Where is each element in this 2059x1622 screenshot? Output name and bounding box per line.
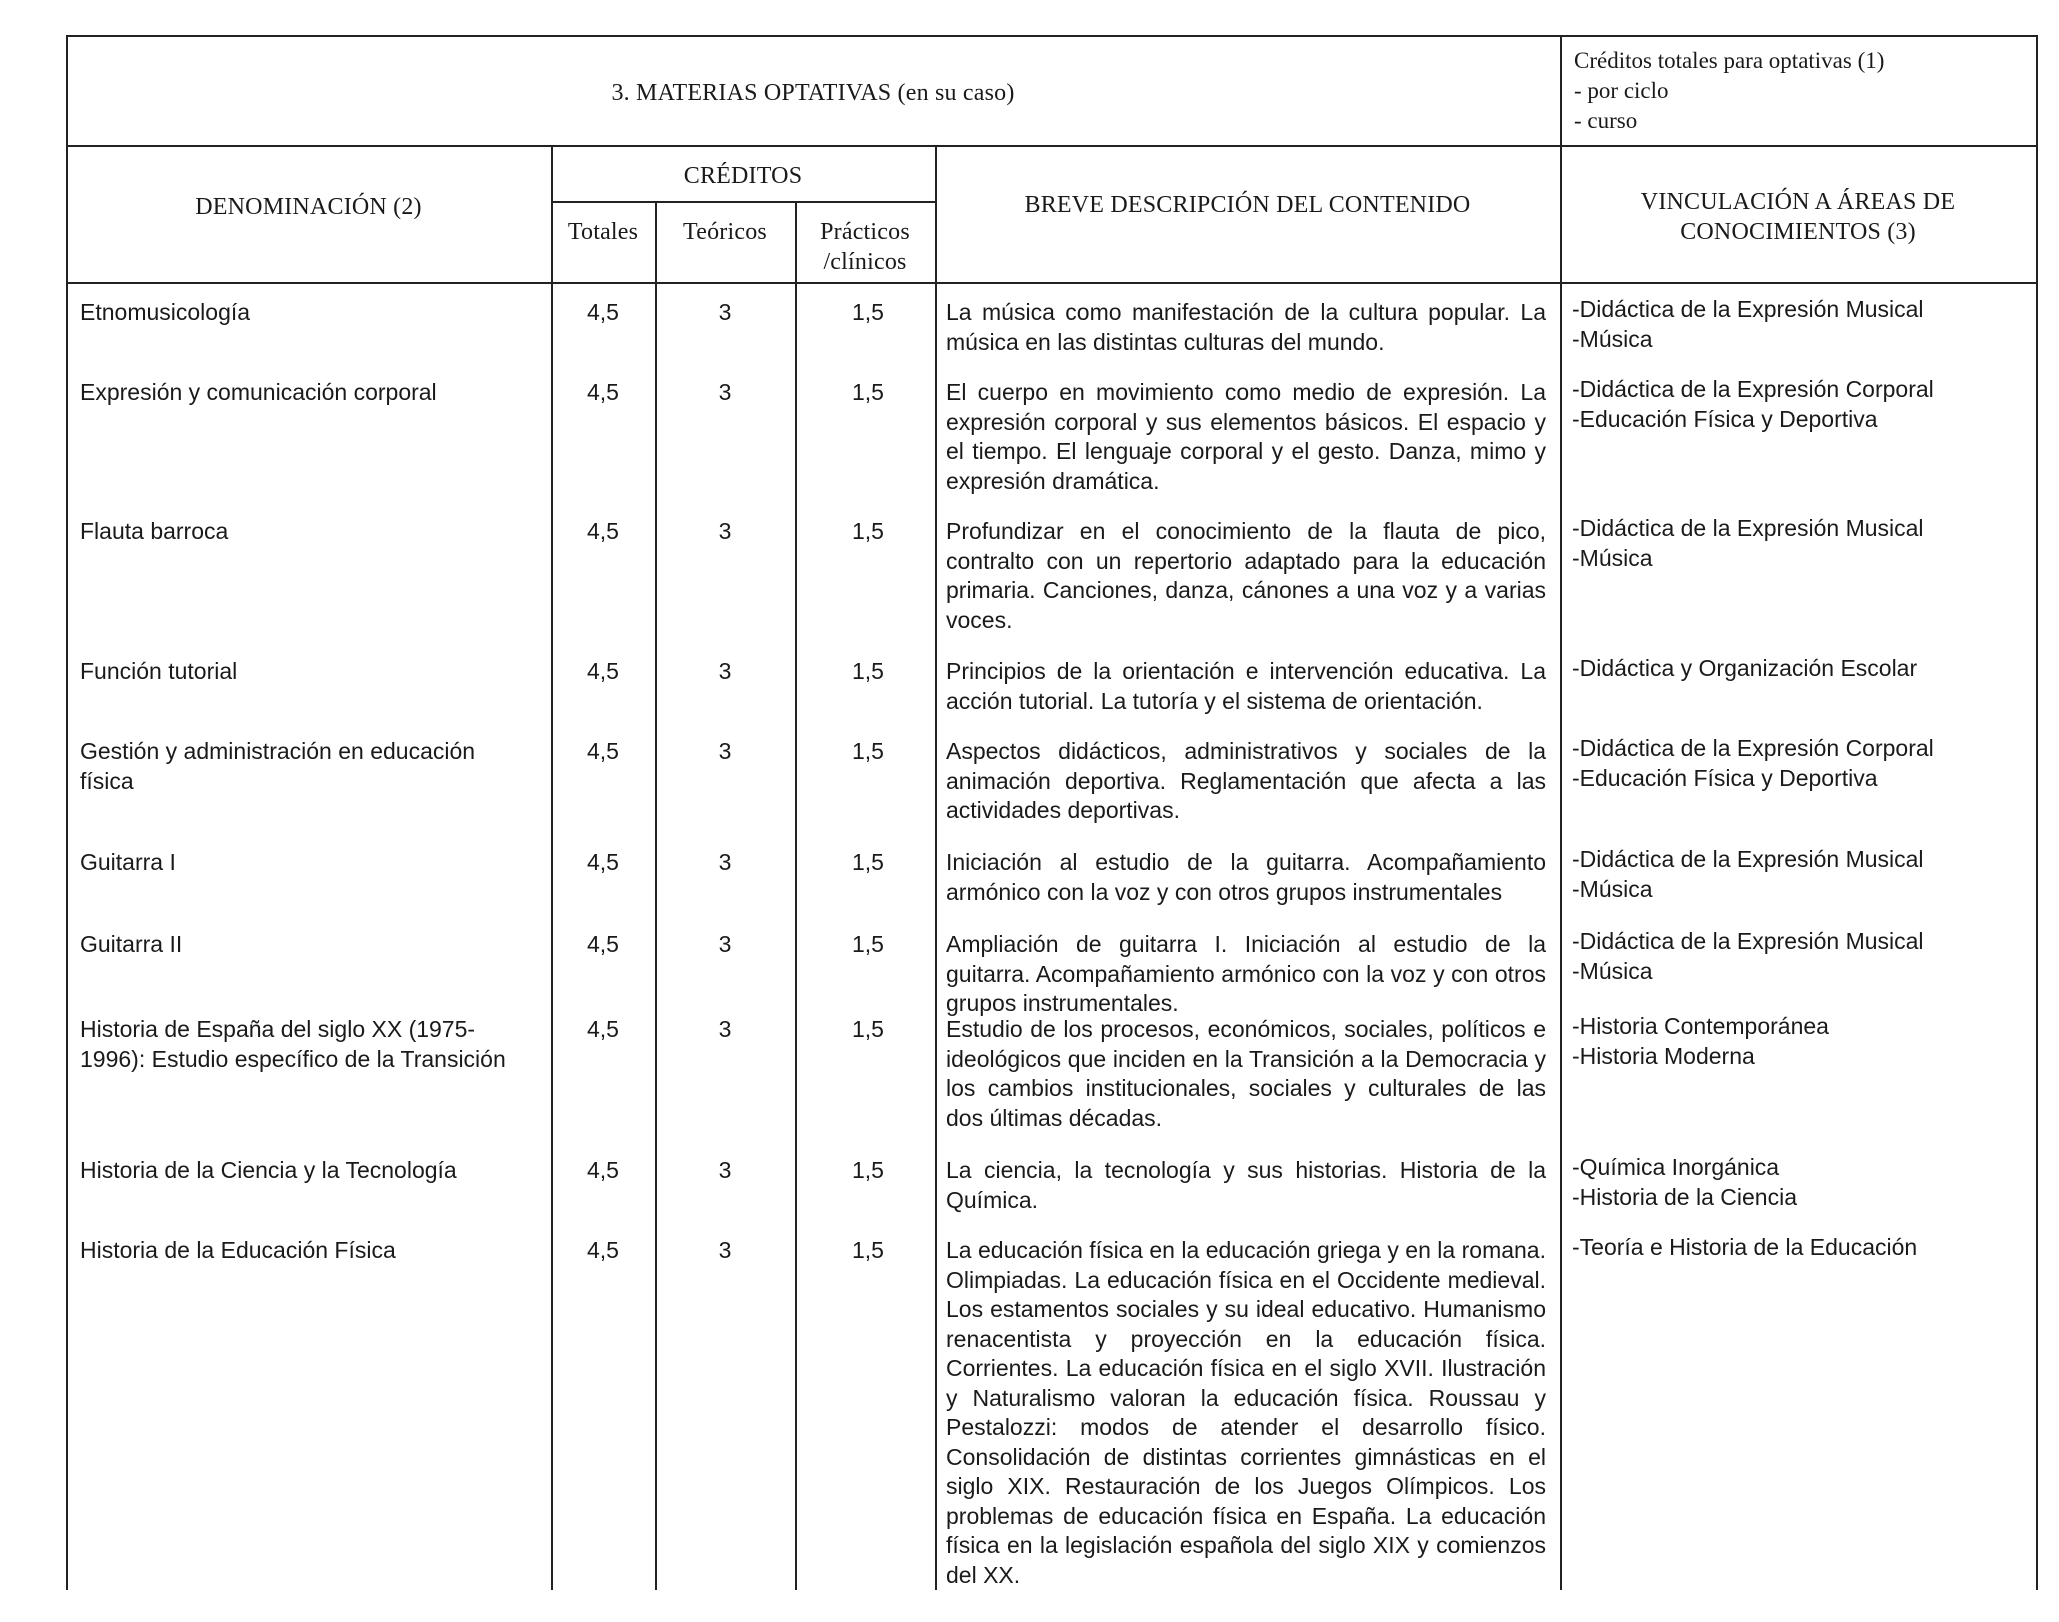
row-practicos: 1,5 (852, 1237, 884, 1263)
table-top-border (66, 35, 2036, 37)
column-header-practicos (795, 217, 935, 277)
denominacion-line: Guitarra II (80, 931, 183, 957)
column-header-vinculacion (1560, 187, 2036, 247)
row-totales: 4,5 (587, 379, 619, 405)
row-vinculacion (1572, 514, 2032, 573)
area-item: -Teoría e Historia de la Educación (1572, 1234, 1918, 1260)
practicos-line-1: Prácticos (820, 219, 910, 245)
table-left-border (66, 35, 68, 1012)
row-teoricos: 3 (718, 1157, 732, 1183)
row-practicos: 1,5 (852, 738, 884, 764)
row-teoricos: 3 (718, 299, 732, 325)
row-descripcion: La ciencia, la tecnología y sus historias. Historia de la Química. (946, 1157, 1546, 1213)
area-item: -Didáctica de la Expresión Musical (1572, 296, 1924, 322)
row-totales: 4,5 (587, 518, 619, 544)
denominacion-line: Gestión y administración en educación (80, 738, 476, 764)
row-descripcion: Profundizar en el conocimiento de la flauta de pico, contralto con un repertorio adaptado para la educación primaria. Canciones, danza, cánones a una voz y a varias voces. (946, 518, 1546, 633)
row-denominacion (80, 1015, 545, 1074)
col-sep-desc (1560, 35, 1562, 1590)
row-descripcion: El cuerpo en movimiento como medio de expresión. La expresión corporal y sus elementos básicos. El espacio y el tiempo. El lenguaje corporal y el gesto. Danza, mimo y expresión dramática. (946, 379, 1546, 494)
denominacion-line: Expresión y comunicación corporal (80, 379, 437, 405)
table-right-border (2036, 35, 2038, 1590)
row-practicos: 1,5 (852, 518, 884, 544)
row-descripcion: Principios de la orientación e intervención educativa. La acción tutorial. La tutoría y el sistema de orientación. (946, 658, 1546, 714)
col-sep-teoricos (795, 201, 797, 1590)
row-totales: 4,5 (587, 299, 619, 325)
denominacion-line: Etnomusicología (80, 299, 251, 325)
section-title: 3. MATERIAS OPTATIVAS (en su caso) (611, 80, 1015, 106)
row-teoricos: 3 (718, 658, 732, 684)
row-practicos: 1,5 (852, 299, 884, 325)
row-denominacion (80, 517, 545, 547)
column-header-bottom (66, 282, 2036, 284)
practicos-line-2: /clínicos (823, 249, 907, 275)
row-descripcion: Estudio de los procesos, económicos, sociales, políticos e ideológicos que inciden en la Transición a la Democracia y los cambios institucionales, sociales y culturales de las dos últimas décadas. (946, 1016, 1546, 1131)
row-denominacion (80, 657, 545, 687)
row-vinculacion (1572, 375, 2032, 434)
area-item: -Didáctica y Organización Escolar (1572, 655, 1918, 681)
denominacion-line: Historia de España del siglo XX (1975- (80, 1016, 476, 1042)
row-denominacion (80, 1236, 545, 1266)
row-totales: 4,5 (587, 1237, 619, 1263)
column-header-creditos: CRÉDITOS (683, 163, 803, 189)
col-sep-totales (655, 201, 657, 1590)
row-teoricos: 3 (718, 518, 732, 544)
row-practicos: 1,5 (852, 1157, 884, 1183)
row-totales: 4,5 (587, 738, 619, 764)
row-teoricos: 3 (718, 379, 732, 405)
row-practicos: 1,5 (852, 379, 884, 405)
row-descripcion: Iniciación al estudio de la guitarra. Acompañamiento armónico con la voz y con otros grupos instrumentales (946, 849, 1546, 905)
area-item: -Música (1572, 875, 1653, 902)
area-item: -Música (1572, 957, 1653, 984)
row-vinculacion (1572, 654, 2032, 684)
row-vinculacion (1572, 734, 2032, 793)
row-denominacion (80, 298, 545, 328)
row-denominacion (80, 1156, 545, 1186)
area-item: -Didáctica de la Expresión Musical (1572, 928, 1924, 954)
column-header-denominacion: DENOMINACIÓN (2) (195, 194, 422, 220)
area-item: -Didáctica de la Expresión Corporal (1572, 735, 1934, 761)
row-vinculacion (1572, 295, 2032, 354)
denominacion-line: Flauta barroca (80, 518, 229, 544)
column-header-descripcion: BREVE DESCRIPCIÓN DEL CONTENIDO (1024, 192, 1471, 218)
row-totales: 4,5 (587, 1016, 619, 1042)
vinculacion-line-2: CONOCIMIENTOS (3) (1680, 219, 1916, 245)
column-header-teoricos: Teóricos (683, 219, 767, 245)
row-denominacion (80, 930, 545, 960)
denominacion-line: Historia de la Ciencia y la Tecnología (80, 1157, 457, 1183)
row-totales: 4,5 (587, 1157, 619, 1183)
column-header-totales: Totales (567, 219, 639, 245)
row-teoricos: 3 (718, 931, 732, 957)
denominacion-line: Historia de la Educación Física (80, 1237, 396, 1263)
row-denominacion (80, 378, 545, 408)
area-item: -Música (1572, 544, 1653, 571)
row-denominacion (80, 848, 545, 878)
total-credits-por-ciclo: - por ciclo (1574, 78, 1669, 103)
row-vinculacion (1572, 927, 2032, 986)
row-descripcion: Aspectos didácticos, administrativos y sociales de la animación deportiva. Reglamentación que afecta a las actividades deportivas. (946, 738, 1546, 823)
area-item: -Educación Física y Deportiva (1572, 764, 1878, 791)
row-practicos: 1,5 (852, 658, 884, 684)
col-sep-practicos (935, 145, 937, 1590)
total-credits-title: Créditos totales para optativas (1) (1574, 48, 1885, 73)
header-divider (66, 145, 2036, 147)
denominacion-line: Guitarra I (80, 849, 176, 875)
row-descripcion: La música como manifestación de la cultura popular. La música en las distintas culturas del mundo. (946, 299, 1546, 355)
area-item: -Historia Contemporánea (1572, 1013, 1829, 1039)
area-item: -Educación Física y Deportiva (1572, 405, 1878, 432)
row-descripcion: Ampliación de guitarra I. Iniciación al estudio de la guitarra. Acompañamiento armónico con la voz y con otros grupos instrumentales. (946, 931, 1546, 1016)
creditos-divider (551, 201, 936, 203)
denominacion-line: 1996): Estudio específico de la Transición (80, 1045, 506, 1072)
total-credits-curso: - curso (1574, 108, 1638, 133)
area-item: -Didáctica de la Expresión Musical (1572, 515, 1924, 541)
row-totales: 4,5 (587, 658, 619, 684)
area-item: -Química Inorgánica (1572, 1154, 1780, 1180)
row-teoricos: 3 (718, 849, 732, 875)
area-item: -Historia de la Ciencia (1572, 1183, 1797, 1210)
total-credits-box (1574, 46, 2029, 136)
table-left-border-lower (66, 1012, 68, 1590)
row-vinculacion (1572, 1233, 2032, 1263)
area-item: -Música (1572, 325, 1653, 352)
area-item: -Didáctica de la Expresión Musical (1572, 846, 1924, 872)
row-vinculacion (1572, 1153, 2032, 1212)
row-vinculacion (1572, 1012, 2032, 1071)
denominacion-line: Función tutorial (80, 658, 238, 684)
denominacion-line: física (80, 767, 134, 794)
row-totales: 4,5 (587, 849, 619, 875)
row-practicos: 1,5 (852, 849, 884, 875)
row-descripcion: La educación física en la educación griega y en la romana. Olimpiadas. La educación física en el Occidente medieval. Los estamentos sociales y su ideal educativo. Humanismo renacentista y proyección en la educación física. Corrientes. La educación física en el siglo XVII. Ilustración y Naturalismo valoran la educación física. Roussau y Pestalozzi: modos de atender el desarrollo físico. Consolidación de distintas corrientes gimnásticas en el siglo XIX. Restauración de los Juegos Olímpicos. Los problemas de educación física en España. La educación física en la legislación española del siglo XIX y comienzos del XX. (946, 1237, 1546, 1588)
row-vinculacion (1572, 845, 2032, 904)
row-practicos: 1,5 (852, 931, 884, 957)
row-totales: 4,5 (587, 931, 619, 957)
row-teoricos: 3 (718, 1237, 732, 1263)
area-item: -Historia Moderna (1572, 1042, 1755, 1069)
row-teoricos: 3 (718, 1016, 732, 1042)
area-item: -Didáctica de la Expresión Corporal (1572, 376, 1934, 402)
row-denominacion (80, 737, 545, 796)
row-teoricos: 3 (718, 738, 732, 764)
vinculacion-line-1: VINCULACIÓN A ÁREAS DE (1640, 189, 1956, 215)
row-practicos: 1,5 (852, 1016, 884, 1042)
